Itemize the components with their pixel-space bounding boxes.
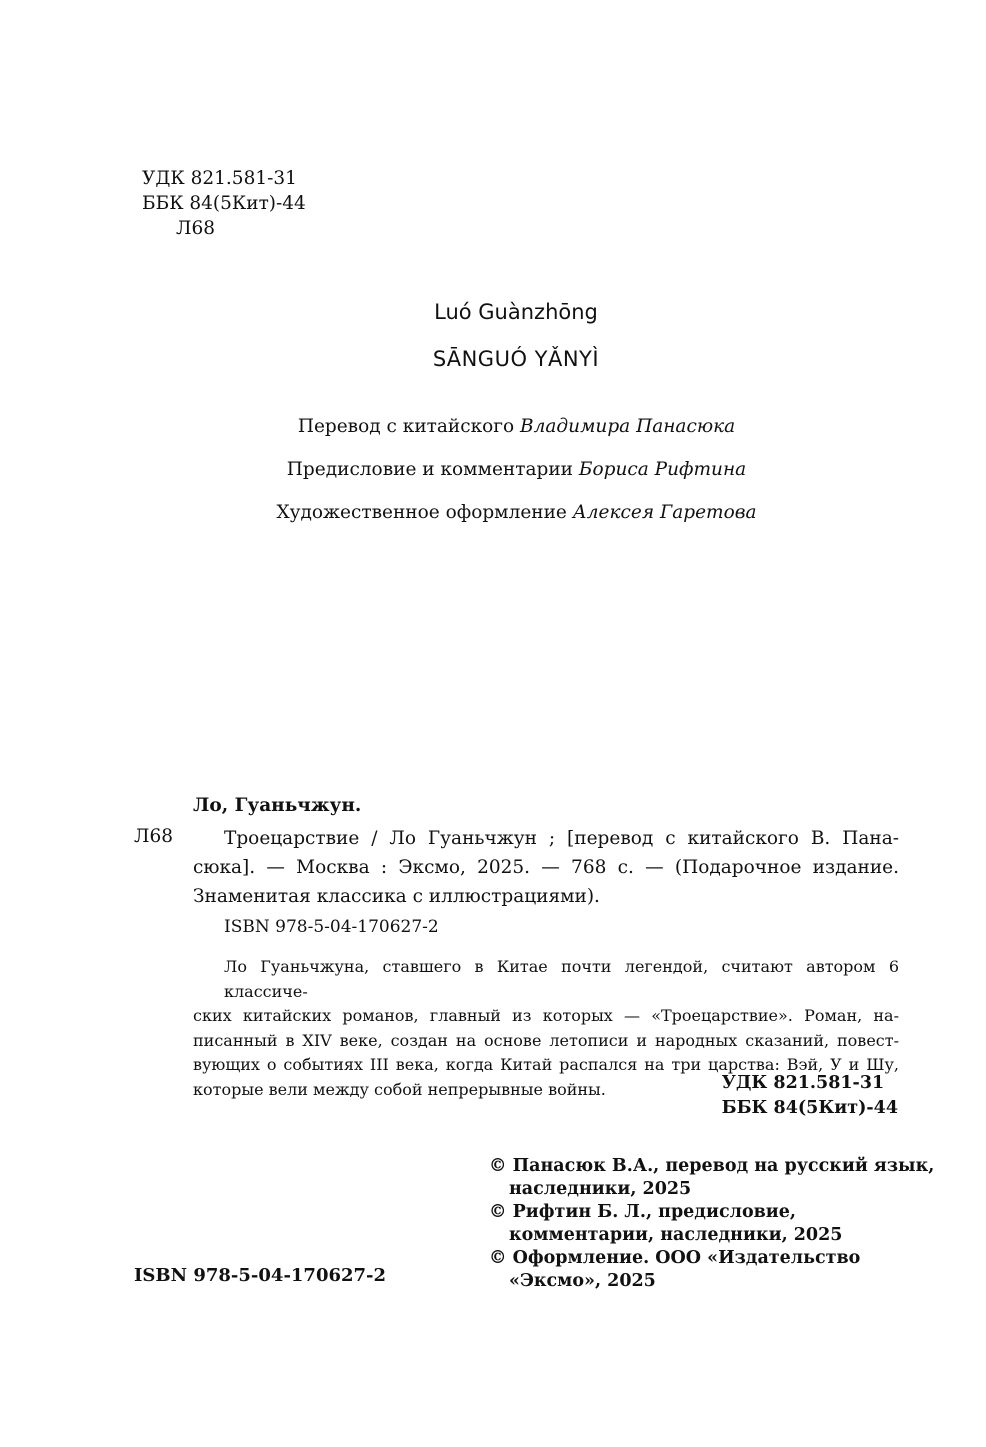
credit-design xyxy=(0,502,986,523)
annotation-line: ских китайских романов, главный из которых — «Троецарствие». Роман, на- xyxy=(193,1006,899,1025)
credit-label: Предисловие и комментарии xyxy=(286,459,574,480)
bibliographic-description xyxy=(193,824,899,911)
annotation-line: которые вели между собой непрерывные войны. xyxy=(193,1079,606,1099)
catalog-author-heading: Ло, Гуаньчжун. xyxy=(193,795,362,816)
udk-code: УДК 821.581-31 xyxy=(142,168,297,189)
bbk-code: ББК 84(5Кит)-44 xyxy=(142,193,306,214)
credit-name: Владимира Панасюка xyxy=(520,416,736,437)
original-title: SĀNGUÓ YǍNYÌ xyxy=(432,347,600,371)
catalog-bbk: ББК 84(5Кит)-44 xyxy=(721,1098,898,1118)
credit-name: Бориса Рифтина xyxy=(578,459,747,480)
annotation-line: писанный в XIV веке, создан на основе летописи и народных сказаний, повест- xyxy=(193,1030,899,1050)
isbn-main: ISBN 978-5-04-170627-2 xyxy=(134,1265,387,1286)
description-line: сюка]. — Москва : Эксмо, 2025. — 768 с. — (Подарочное издание. xyxy=(193,857,899,878)
description-line: Знаменитая классика с иллюстрациями). xyxy=(193,886,600,907)
credit-label: Художественное оформление xyxy=(276,502,567,523)
credit-name: Алексея Гаретова xyxy=(572,502,757,523)
annotation-line: вующих о событиях III века, когда Китай распался на три царства: Вэй, У и Шу, xyxy=(193,1055,899,1074)
catalog-classification xyxy=(722,1071,898,1121)
copyright-line: комментарии, наследники, 2025 xyxy=(509,1225,843,1245)
credit-preface xyxy=(0,459,986,480)
catalog-isbn: ISBN 978-5-04-170627-2 xyxy=(224,917,439,937)
copyright-line: © Оформление. ООО «Издательство xyxy=(489,1248,861,1268)
copyright-line: «Эксмо», 2025 xyxy=(509,1271,656,1291)
original-author: Luó Guànzhōng xyxy=(434,300,598,324)
copyright-line: наследники, 2025 xyxy=(509,1179,692,1199)
copyright-line: © Рифтин Б. Л., предисловие, xyxy=(489,1202,796,1222)
credit-label: Перевод с китайского xyxy=(297,416,515,437)
author-sign: Л68 xyxy=(176,218,215,239)
credit-translation xyxy=(0,416,986,437)
copyright-line: © Панасюк В.А., перевод на русский язык, xyxy=(489,1156,935,1176)
annotation-line: Ло Гуаньчжуна, ставшего в Китае почти легендой, считают автором 6 классиче- xyxy=(224,957,899,1001)
catalog-side-sign: Л68 xyxy=(134,826,173,847)
copyright-block xyxy=(489,1155,934,1293)
description-line: Троецарствие / Ло Гуаньчжун ; [перевод с китайского В. Пана- xyxy=(224,828,899,849)
catalog-udk: УДК 821.581-31 xyxy=(721,1073,885,1093)
classification-block xyxy=(142,168,306,243)
